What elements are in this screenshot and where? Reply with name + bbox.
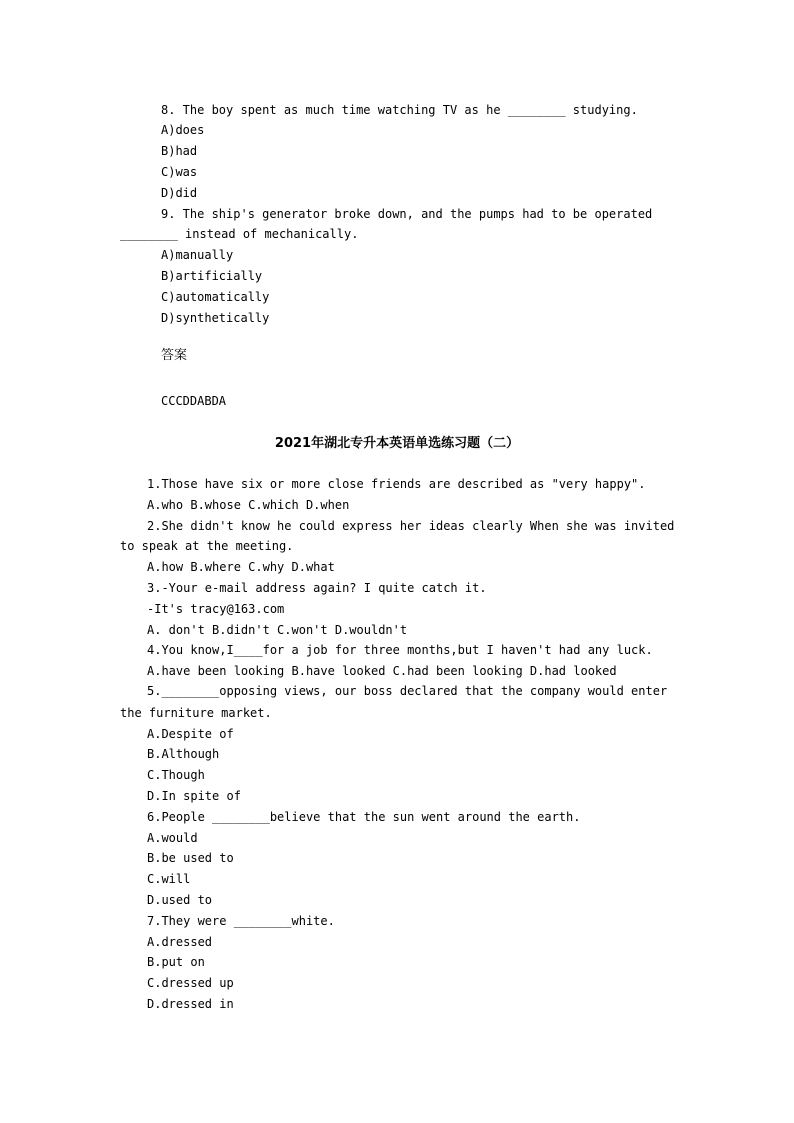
- p2-q7-option-d: D.dressed in: [147, 997, 234, 1011]
- p2-question-3-line2: -It's tracy@163.com: [147, 602, 285, 616]
- q9-option-b: B)artificially: [161, 269, 263, 283]
- p2-question-5-line1: 5.________opposing views, our boss declared that the company would enter: [147, 684, 668, 698]
- question-8: 8. The boy spent as much time watching TV as he ________ studying.: [161, 103, 638, 117]
- p2-question-5-line2: the furniture market.: [120, 706, 272, 720]
- section-title: 2021年湖北专升本英语单选练习题（二）: [274, 436, 520, 451]
- p2-q1-options: A.who B.whose C.which D.when: [147, 498, 350, 512]
- p2-question-6: 6.People ________believe that the sun went around the earth.: [147, 810, 581, 824]
- p2-q6-option-d: D.used to: [147, 893, 213, 907]
- p2-q4-options: A.have been looking B.have looked C.had been looking D.had looked: [147, 664, 617, 678]
- p2-q5-option-d: D.In spite of: [147, 789, 241, 803]
- q8-option-b: B)had: [161, 144, 198, 158]
- question-9-line1: 9. The ship's generator broke down, and the pumps had to be operated: [161, 207, 653, 221]
- p2-q6-option-b: B.be used to: [147, 851, 234, 865]
- q9-option-a: A)manually: [161, 248, 234, 262]
- p2-q7-option-b: B.put on: [147, 955, 205, 969]
- answer-key: CCCDDABDA: [161, 394, 227, 408]
- p2-q5-option-b: B.Although: [147, 747, 220, 761]
- p2-q3-options: A. don't B.didn't C.won't D.wouldn't: [147, 623, 408, 637]
- p2-question-7: 7.They were ________white.: [147, 914, 335, 928]
- q9-option-d: D)synthetically: [161, 311, 270, 325]
- p2-q2-options: A.how B.where C.why D.what: [147, 560, 335, 574]
- q9-option-c: C)automatically: [161, 290, 270, 304]
- p2-question-4: 4.You know,I____for a job for three months,but I haven't had any luck.: [147, 643, 653, 657]
- p2-question-1: 1.Those have six or more close friends are described as "very happy".: [147, 477, 646, 491]
- p2-q6-option-c: C.will: [147, 872, 191, 886]
- q8-option-d: D)did: [161, 186, 198, 200]
- p2-question-3-line1: 3.-Your e-mail address again? I quite catch it.: [147, 581, 487, 595]
- q8-option-a: A)does: [161, 123, 205, 137]
- p2-q7-option-a: A.dressed: [147, 935, 213, 949]
- p2-question-2-line1: 2.She didn't know he could express her ideas clearly When she was invited: [147, 519, 675, 533]
- q8-option-c: C)was: [161, 165, 198, 179]
- p2-q7-option-c: C.dressed up: [147, 976, 234, 990]
- p2-q6-option-a: A.would: [147, 831, 198, 845]
- p2-q5-option-c: C.Though: [147, 768, 205, 782]
- question-9-line2: ________ instead of mechanically.: [120, 227, 359, 241]
- p2-question-2-line2: to speak at the meeting.: [120, 539, 294, 553]
- answer-heading: 答案: [161, 348, 188, 363]
- p2-q5-option-a: A.Despite of: [147, 727, 234, 741]
